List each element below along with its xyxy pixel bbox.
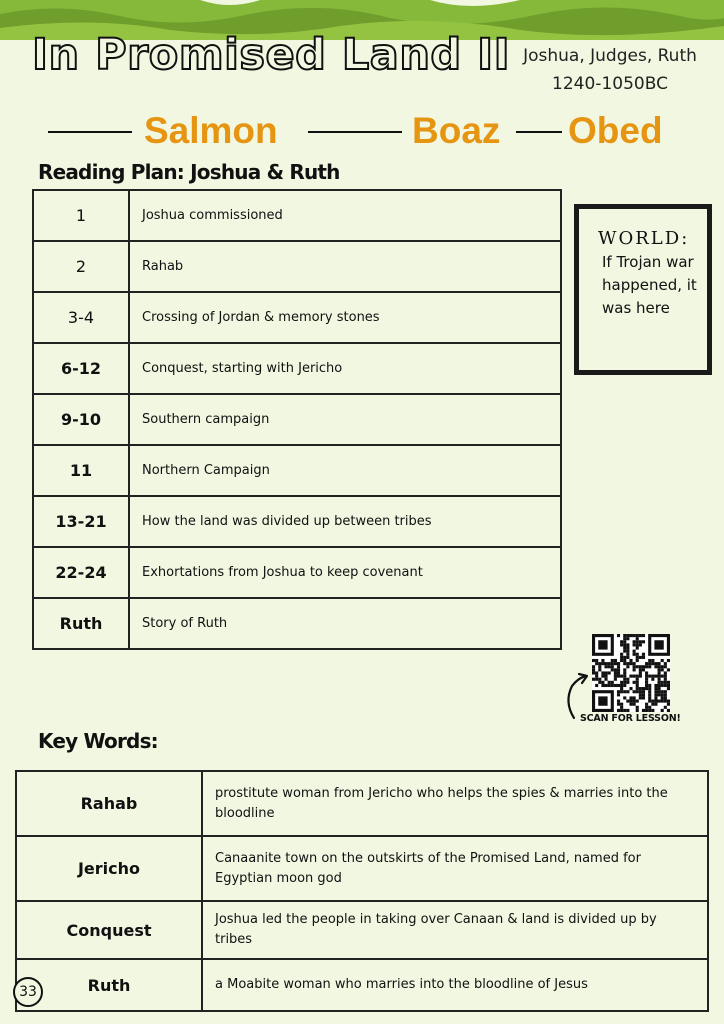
key-words-table	[15, 770, 709, 1012]
key-word-term: Jericho	[16, 836, 202, 901]
reading-description: Crossing of Jordan & memory stones	[129, 292, 561, 343]
lineage-connector	[48, 131, 132, 133]
reading-plan-heading: Reading Plan: Joshua & Ruth	[38, 160, 340, 184]
reading-description: Conquest, starting with Jericho	[129, 343, 561, 394]
key-word-row	[16, 959, 708, 1011]
reading-description: Exhortations from Joshua to keep covenant	[129, 547, 561, 598]
reading-row	[33, 394, 561, 445]
reading-chapters: 3-4	[33, 292, 129, 343]
scan-label: SCAN FOR LESSON!	[580, 713, 681, 724]
key-word-term: Conquest	[16, 901, 202, 959]
reading-description: Joshua commissioned	[129, 190, 561, 241]
key-word-definition: Canaanite town on the outskirts of the Promised Land, named for Egyptian moon god	[202, 836, 708, 901]
reading-row	[33, 547, 561, 598]
reading-chapters: Ruth	[33, 598, 129, 649]
reading-description: Story of Ruth	[129, 598, 561, 649]
header-subtitle	[510, 42, 710, 98]
lineage-line	[0, 108, 724, 156]
reading-description: Northern Campaign	[129, 445, 561, 496]
reading-chapters: 11	[33, 445, 129, 496]
reading-row	[33, 598, 561, 649]
key-word-row	[16, 901, 708, 959]
reading-description: How the land was divided up between tribes	[129, 496, 561, 547]
lineage-name-boaz: Boaz	[412, 110, 501, 151]
world-callout	[574, 204, 712, 375]
reading-row	[33, 445, 561, 496]
page-number: 33	[13, 977, 43, 1007]
reading-row	[33, 241, 561, 292]
dates-text: 1240-1050BC	[552, 74, 668, 94]
world-heading: WORLD:	[598, 228, 690, 249]
key-word-term: Ruth	[16, 959, 202, 1011]
qr-code-icon[interactable]	[592, 634, 670, 712]
key-word-definition: a Moabite woman who marries into the bloodline of Jesus	[202, 959, 708, 1011]
key-word-row	[16, 836, 708, 901]
world-text: If Trojan war happened, it was here	[602, 253, 697, 317]
key-word-definition: Joshua led the people in taking over Canaan & land is divided up by tribes	[202, 901, 708, 959]
reading-row	[33, 343, 561, 394]
key-word-row	[16, 771, 708, 836]
key-word-definition: prostitute woman from Jericho who helps the spies & marries into the bloodline	[202, 771, 708, 836]
lineage-connector	[308, 131, 402, 133]
reading-row	[33, 190, 561, 241]
reading-chapters: 22-24	[33, 547, 129, 598]
page-title: In Promised Land II	[32, 30, 511, 80]
reading-chapters: 9-10	[33, 394, 129, 445]
lineage-name-obed: Obed	[568, 110, 663, 151]
reading-chapters: 13-21	[33, 496, 129, 547]
lineage-connector	[516, 131, 562, 133]
key-word-term: Rahab	[16, 771, 202, 836]
reading-description: Southern campaign	[129, 394, 561, 445]
reading-chapters: 1	[33, 190, 129, 241]
reading-chapters: 2	[33, 241, 129, 292]
reading-chapters: 6-12	[33, 343, 129, 394]
reading-row	[33, 292, 561, 343]
key-words-heading: Key Words:	[38, 729, 158, 753]
reading-row	[33, 496, 561, 547]
reading-plan-table	[32, 189, 562, 650]
lineage-name-salmon: Salmon	[144, 110, 278, 151]
reading-description: Rahab	[129, 241, 561, 292]
books-text: Joshua, Judges, Ruth	[523, 46, 697, 66]
